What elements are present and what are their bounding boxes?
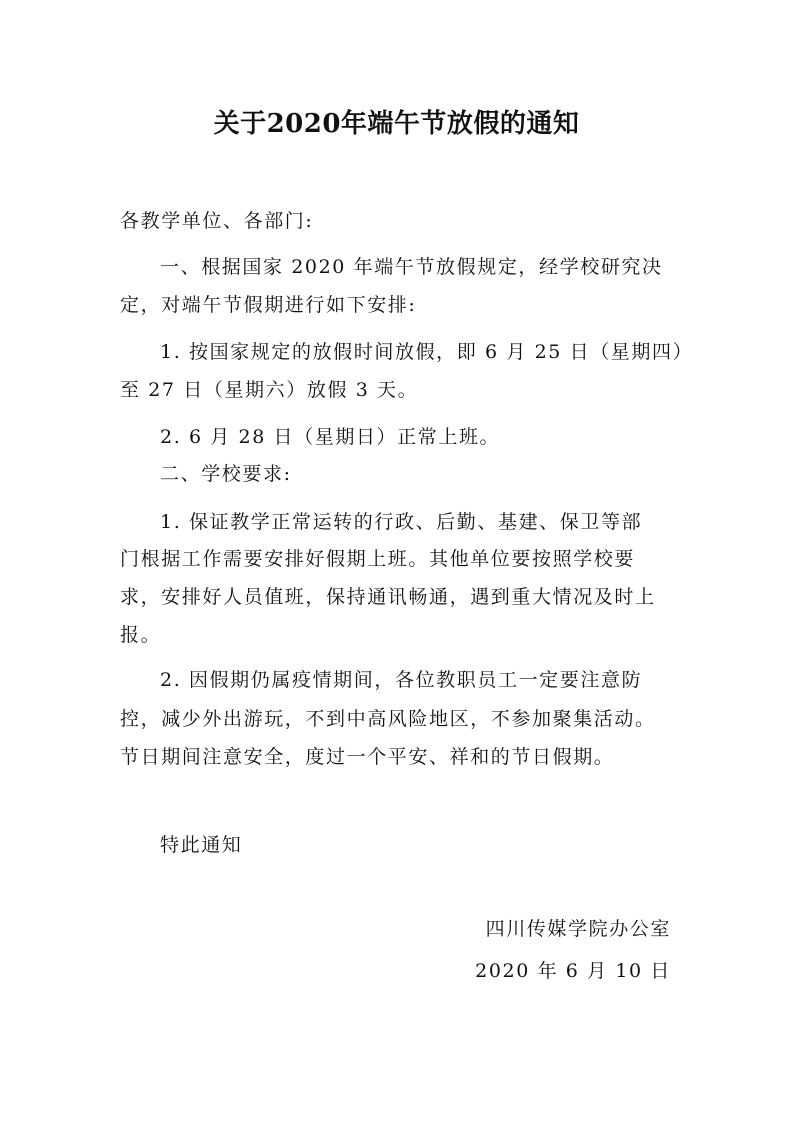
section1-heading-line1: 一、根据国家 2020 年端午节放假规定，经学校研究决 xyxy=(160,256,663,278)
item1-1-line2: 至 27 日（星期六）放假 3 天。 xyxy=(120,379,419,401)
salutation: 各教学单位、各部门: xyxy=(120,210,314,232)
closing-text: 特此通知 xyxy=(160,834,243,856)
item2-1-line3: 求，安排好人员值班，保持通讯畅通，遇到重大情况及时上 xyxy=(120,586,656,608)
signature-organization: 四川传媒学院办公室 xyxy=(485,918,671,940)
item2-1-line2: 门根据工作需要安排好假期上班。其他单位要按照学校要 xyxy=(120,548,636,570)
item1-1-line1: 1. 按国家规定的放假时间放假，即 6 月 25 日（星期四） xyxy=(160,341,694,363)
item2-2-line2: 控，减少外出游玩，不到中高风险地区，不参加聚集活动。 xyxy=(120,708,656,730)
item2-1-line1: 1. 保证教学正常运转的行政、后勤、基建、保卫等部 xyxy=(160,511,643,533)
item2-2-line1: 2. 因假期仍属疫情期间，各位教职员工一定要注意防 xyxy=(160,669,643,691)
section2-heading: 二、学校要求: xyxy=(160,463,292,485)
signature-date: 2020 年 6 月 10 日 xyxy=(475,960,671,982)
item2-2-line3: 节日期间注意安全，度过一个平安、祥和的节日假期。 xyxy=(120,746,615,768)
document-title: 关于2020年端午节放假的通知 xyxy=(213,109,580,139)
item2-1-line4: 报。 xyxy=(120,624,162,646)
item1-2-line1: 2. 6 月 28 日（星期日）正常上班。 xyxy=(160,426,501,448)
section1-heading-line2: 定，对端午节假期进行如下安排: xyxy=(120,294,417,316)
